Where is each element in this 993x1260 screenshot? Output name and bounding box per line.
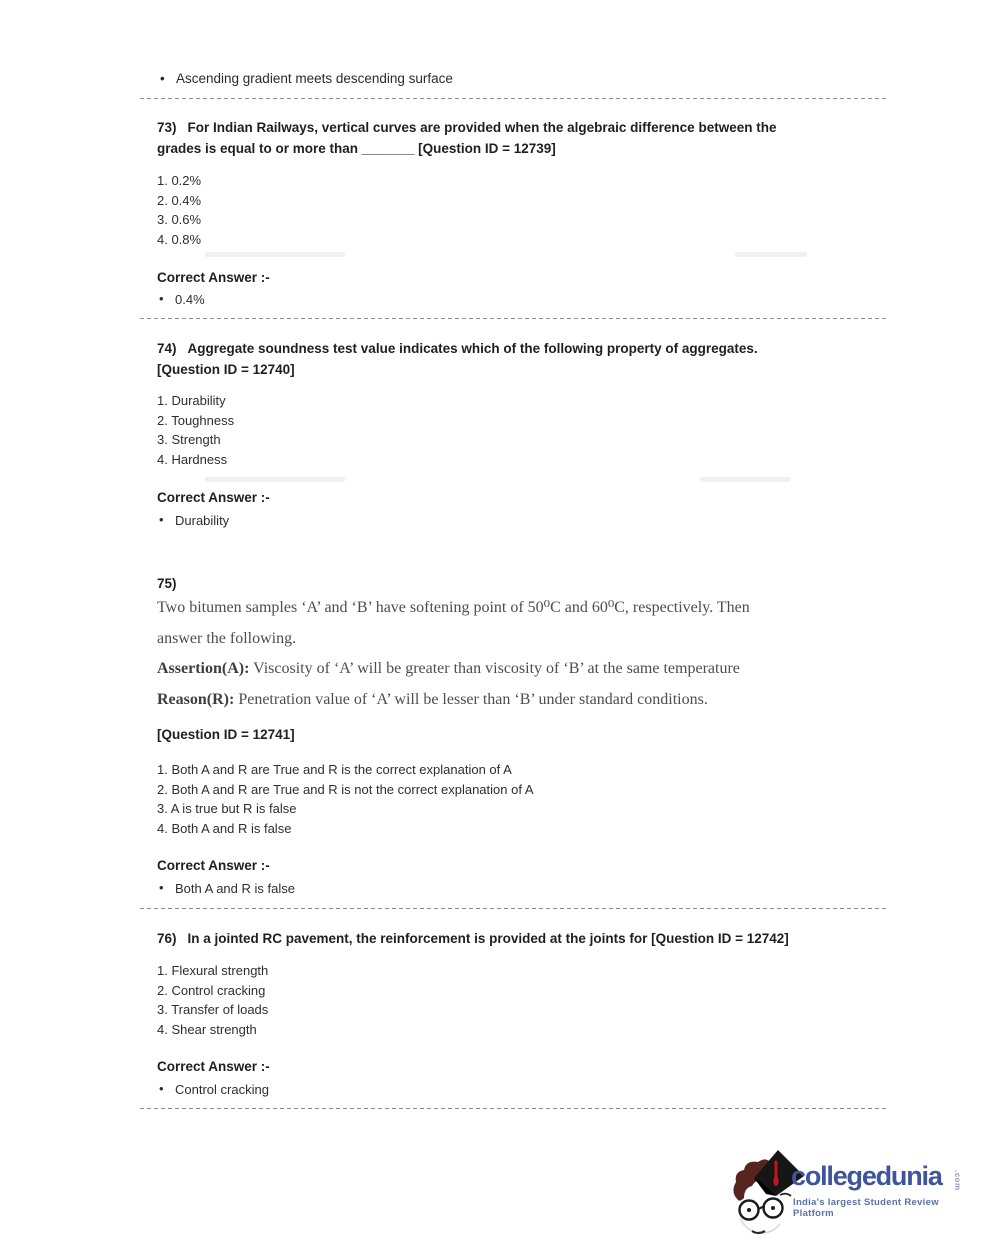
reason-label: Reason(R):: [157, 690, 235, 708]
question-74-heading: [157, 338, 893, 380]
dashed-separator: [140, 318, 888, 319]
question-text-line1: In a jointed RC pavement, the reinforcement is provided at the joints for [Question ID = 12742]: [187, 931, 789, 946]
option-item: 1. Both A and R are True and R is the correct explanation of A: [157, 762, 512, 777]
question-76-heading: [157, 928, 893, 949]
question-73-options: [157, 171, 893, 249]
question-number: 73): [157, 120, 177, 135]
reason-text: Penetration value of ‘A’ will be lesser than ‘B’ under standard conditions.: [234, 690, 708, 708]
question-75-body: [157, 593, 893, 715]
question-74-answer: [157, 513, 893, 528]
question-73-answer: [157, 292, 893, 307]
assertion-line: [157, 654, 893, 685]
question-75-id: [Question ID = 12741]: [157, 727, 295, 742]
question-number: 76): [157, 931, 177, 946]
option-item: 3. Strength: [157, 432, 221, 448]
dashed-separator: [140, 1108, 888, 1109]
assertion-label: Assertion(A):: [157, 660, 250, 677]
option-item: 4. Shear strength: [157, 1021, 257, 1037]
question-73-heading: [157, 117, 893, 159]
question-text-line2: grades is equal to or more than _______ [Question ID = 12739]: [157, 141, 556, 156]
question-76-options: [157, 961, 893, 1039]
option-item: 3. 0.6%: [157, 212, 202, 228]
question-75-answer: [157, 881, 893, 896]
scan-artifact: [205, 252, 345, 257]
collegedunia-logo: [726, 1148, 976, 1243]
question-text-line1: For Indian Railways, vertical curves are provided when the algebraic difference between the: [187, 120, 777, 135]
question-text-line2: [Question ID = 12740]: [157, 362, 295, 377]
option-item: 4. 0.8%: [157, 231, 202, 247]
option-item: 2. Both A and R are True and R is not the correct explanation of A: [157, 781, 534, 797]
scan-artifact: [735, 252, 807, 257]
correct-answer-label: Correct Answer :-: [157, 1059, 270, 1074]
dashed-separator: [140, 98, 888, 99]
question-75-options: [157, 760, 893, 838]
option-item: 1. Durability: [157, 393, 226, 408]
option-item: 4. Both A and R is false: [157, 820, 292, 836]
reason-line: [157, 685, 893, 716]
question-number: 74): [157, 341, 177, 356]
option-item: 4. Hardness: [157, 451, 228, 467]
correct-answer-label: Correct Answer :-: [157, 858, 270, 873]
option-item: 1. Flexural strength: [157, 963, 269, 978]
option-item: 3. Transfer of loads: [157, 1002, 269, 1018]
assertion-text: Viscosity of ‘A’ will be greater than viscosity of ‘B’ at the same temperature: [249, 660, 740, 677]
logo-brand-text: collegedunia: [791, 1161, 942, 1191]
previous-answer-bullet: • Ascending gradient meets descending surface: [157, 70, 893, 88]
scan-artifact: [700, 477, 790, 482]
previous-answer-section: [157, 70, 893, 88]
option-item: 2. 0.4%: [157, 192, 202, 208]
option-item: 1. 0.2%: [157, 173, 202, 188]
option-item: 3. A is true but R is false: [157, 801, 297, 817]
answer-text: • Both A and R is false: [157, 881, 893, 896]
question-76-answer: [157, 1082, 893, 1097]
question-75-number: 75): [157, 576, 177, 591]
correct-answer-label: Correct Answer :-: [157, 270, 270, 285]
dashed-separator: [140, 908, 888, 909]
answer-text: • 0.4%: [157, 292, 893, 307]
scan-artifact: [205, 477, 345, 482]
answer-text: • Durability: [157, 513, 893, 528]
logo-tld-text: .com: [953, 1170, 962, 1191]
question-body-line2: answer the following.: [157, 629, 297, 647]
question-body-line1: Two bitumen samples ‘A’ and ‘B’ have softening point of 50⁰C and 60⁰C, respectively. Then: [157, 599, 750, 616]
option-item: 2. Control cracking: [157, 982, 266, 998]
question-74-options: [157, 391, 893, 469]
question-text-line1: Aggregate soundness test value indicates which of the following property of aggregates.: [187, 341, 758, 356]
option-item: 2. Toughness: [157, 412, 235, 428]
answer-text: • Control cracking: [157, 1082, 893, 1097]
correct-answer-label: Correct Answer :-: [157, 490, 270, 505]
logo-tagline: India's largest Student Review Platform: [793, 1197, 939, 1219]
